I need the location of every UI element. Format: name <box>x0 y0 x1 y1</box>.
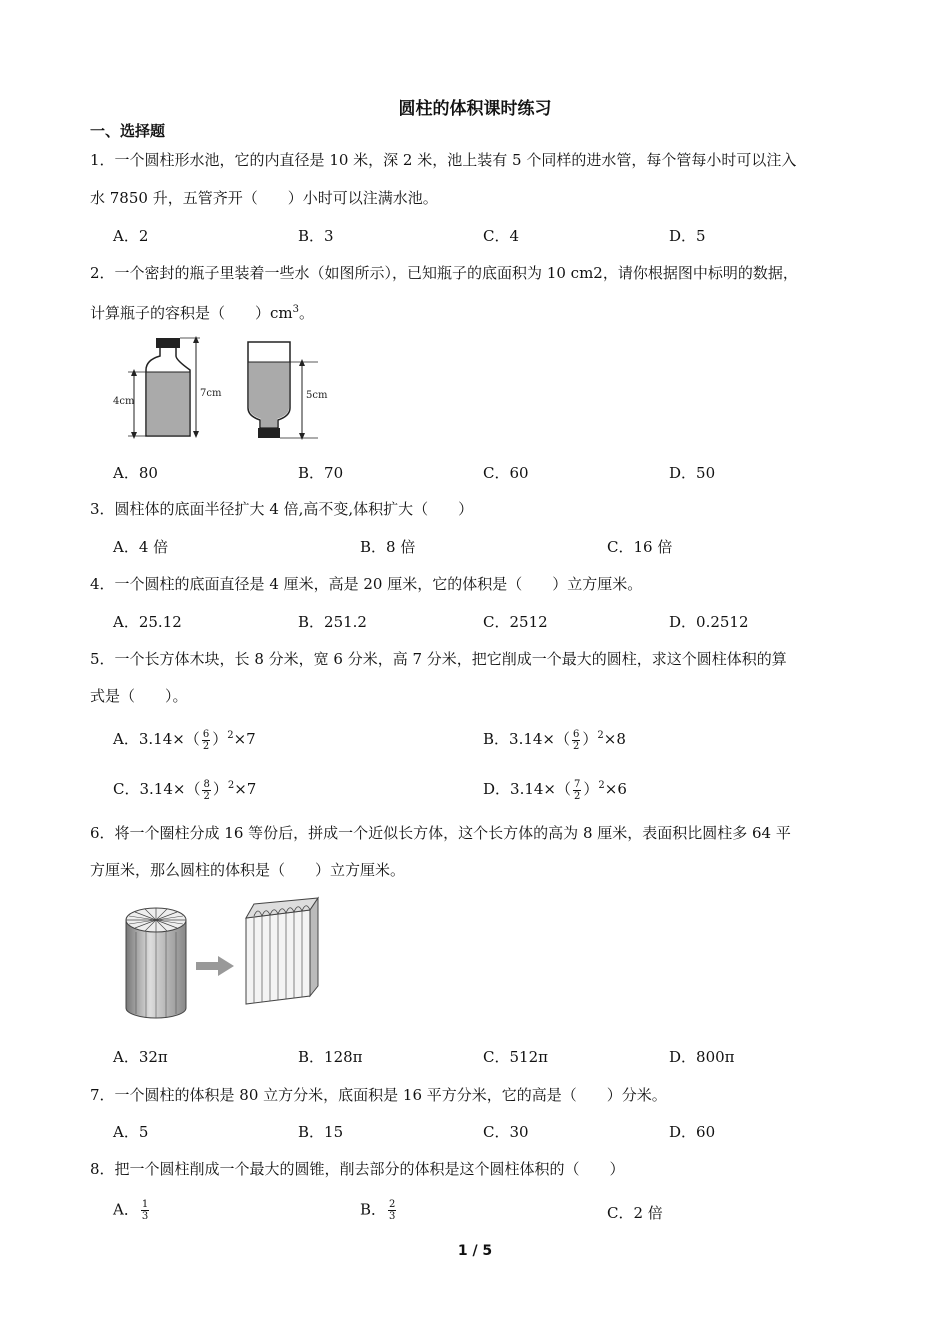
q5-c-exponent: 2 <box>227 780 235 791</box>
q5-d-exponent: 2 <box>598 780 605 791</box>
q8-option-c[interactable]: C．2 倍 <box>607 1204 663 1222</box>
q2-line2-end: 。 <box>299 304 315 322</box>
label-air-height: 5cm <box>306 390 328 401</box>
q6-line1: 6．将一个圈柱分成 16 等份后，拼成一个近似长方体，这个长方体的高为 8 厘米，表面积比圆柱多 64 平 <box>90 824 791 842</box>
section-heading: 一、选择题 <box>90 122 166 140</box>
q5-option-d[interactable]: D．3.14×（ $\frac{7}{2}$ ）$^2$×6 <box>483 778 627 802</box>
q8-option-a[interactable] <box>113 1199 151 1222</box>
q1-line1: 1．一个圆柱形水池，它的内直径是 10 米，深 2 米，池上装有 5 个同样的进水管，每个管每小时可以注入 <box>90 151 797 169</box>
q5-b-fraction: $\frac{6}{2}$ <box>573 728 580 752</box>
cylinder-sliced <box>126 908 186 1018</box>
q5-a-post: ×7 <box>233 730 256 748</box>
q5-option-a[interactable]: A．3.14×（ $\frac{6}{2}$ ）$^2$×7 <box>113 728 256 752</box>
q1-option-d[interactable]: D．5 <box>669 227 706 245</box>
q8-a-pre: A． <box>113 1200 139 1219</box>
q5-d-pre: D．3.14×（ <box>483 780 571 798</box>
label-water-height: 4cm <box>113 396 135 407</box>
q5-line2: 式是（ ）。 <box>90 687 188 705</box>
q5-d-fraction: $\frac{7}{2}$ <box>574 778 581 802</box>
q5-a-fraction: $\frac{6}{2}$ <box>202 728 210 752</box>
q7-line1: 7．一个圆柱的体积是 80 立方分米，底面积是 16 平方分米，它的高是（ ）分米。 <box>90 1086 667 1104</box>
q5-c-pre: C．3.14×（ <box>113 780 201 798</box>
q4-line1: 4．一个圆柱的底面直径是 4 厘米，高是 20 厘米，它的体积是（ ）立方厘米。 <box>90 575 643 593</box>
q2-bottle-figure <box>108 336 338 444</box>
q2-line2-text: 计算瓶子的容积是（ ）cm <box>90 304 293 322</box>
arrow-icon <box>196 956 234 976</box>
q2-line1: 2．一个密封的瓶子里装着一些水（如图所示），已知瓶子的底面积为 10 cm2，请你根据图中标明的数据， <box>90 264 798 282</box>
q6-option-a[interactable]: A．32π <box>113 1048 168 1066</box>
q5-b-pre: B．3.14×（ <box>483 730 570 748</box>
q6-option-c[interactable]: C．512π <box>483 1048 548 1066</box>
q6-cylinder-figure <box>118 896 328 1024</box>
q2-unit-exponent: 3 <box>292 304 300 315</box>
q2-option-a[interactable]: A．80 <box>113 464 158 482</box>
q5-b-post: ×8 <box>603 730 626 748</box>
q6-line2: 方厘米，那么圆柱的体积是（ ）立方厘米。 <box>90 861 406 879</box>
q1-option-c[interactable]: C．4 <box>483 227 520 245</box>
q2-line2 <box>90 300 314 323</box>
q2-option-d[interactable]: D．50 <box>669 464 716 482</box>
q8-option-b[interactable] <box>360 1199 398 1222</box>
q5-c-post: ×7 <box>234 780 257 798</box>
q5-option-c[interactable]: C．3.14×（ $\frac{8}{2}$ ）$^2$×7 <box>113 778 257 802</box>
q8-line1: 8．把一个圆柱削成一个最大的圆锥，削去部分的体积是这个圆柱体积的（ ） <box>90 1160 625 1178</box>
label-bottle-height: 7cm <box>200 388 222 399</box>
q4-option-c[interactable]: C．2512 <box>483 613 548 631</box>
q5-a-pre: A．3.14×（ <box>113 730 200 748</box>
q5-c-fraction: $\frac{8}{2}$ <box>203 778 210 802</box>
q5-d-post: ×6 <box>604 780 627 798</box>
q7-option-c[interactable]: C．30 <box>483 1123 529 1141</box>
q5-line1: 5．一个长方体木块，长 8 分米，宽 6 分米，高 7 分米，把它削成一个最大的圆柱，求这个圆柱体积的算 <box>90 650 787 668</box>
q3-option-b[interactable]: B．8 倍 <box>360 538 416 556</box>
q6-option-d[interactable]: D．800π <box>669 1048 735 1066</box>
q4-option-b[interactable]: B．251.2 <box>298 613 367 631</box>
q3-option-c[interactable]: C．16 倍 <box>607 538 673 556</box>
q6-option-b[interactable]: B．128π <box>298 1048 363 1066</box>
q1-option-b[interactable]: B．3 <box>298 227 334 245</box>
bottle-upright <box>128 336 200 439</box>
q8-a-fraction: $\frac{1}{3}$ <box>141 1199 149 1222</box>
q3-option-a[interactable]: A．4 倍 <box>113 538 169 556</box>
q5-option-b[interactable]: B．3.14×（ $\frac{6}{2}$ ）$^2$×8 <box>483 728 626 752</box>
q4-option-d[interactable]: D．0.2512 <box>669 613 749 631</box>
q8-b-pre: B． <box>360 1200 387 1219</box>
q7-option-b[interactable]: B．15 <box>298 1123 344 1141</box>
page-number: 1 / 5 <box>457 1243 493 1259</box>
q5-b-exponent: 2 <box>597 730 604 741</box>
q2-option-c[interactable]: C．60 <box>483 464 529 482</box>
q1-line2: 水 7850 升，五管齐开（ ）小时可以注满水池。 <box>90 189 438 207</box>
q1-option-a[interactable]: A．2 <box>113 227 149 245</box>
q5-a-exponent: 2 <box>227 730 234 741</box>
q2-option-b[interactable]: B．70 <box>298 464 344 482</box>
q8-b-fraction: $\frac{2}{3}$ <box>389 1199 396 1222</box>
q7-option-d[interactable]: D．60 <box>669 1123 716 1141</box>
q7-option-a[interactable]: A．5 <box>113 1123 149 1141</box>
q3-line1: 3．圆柱体的底面半径扩大 4 倍,高不变,体积扩大（ ） <box>90 500 474 518</box>
q4-option-a[interactable]: A．25.12 <box>113 613 182 631</box>
rearranged-block <box>246 898 318 1004</box>
page-title: 圆柱的体积课时练习 <box>398 99 552 119</box>
